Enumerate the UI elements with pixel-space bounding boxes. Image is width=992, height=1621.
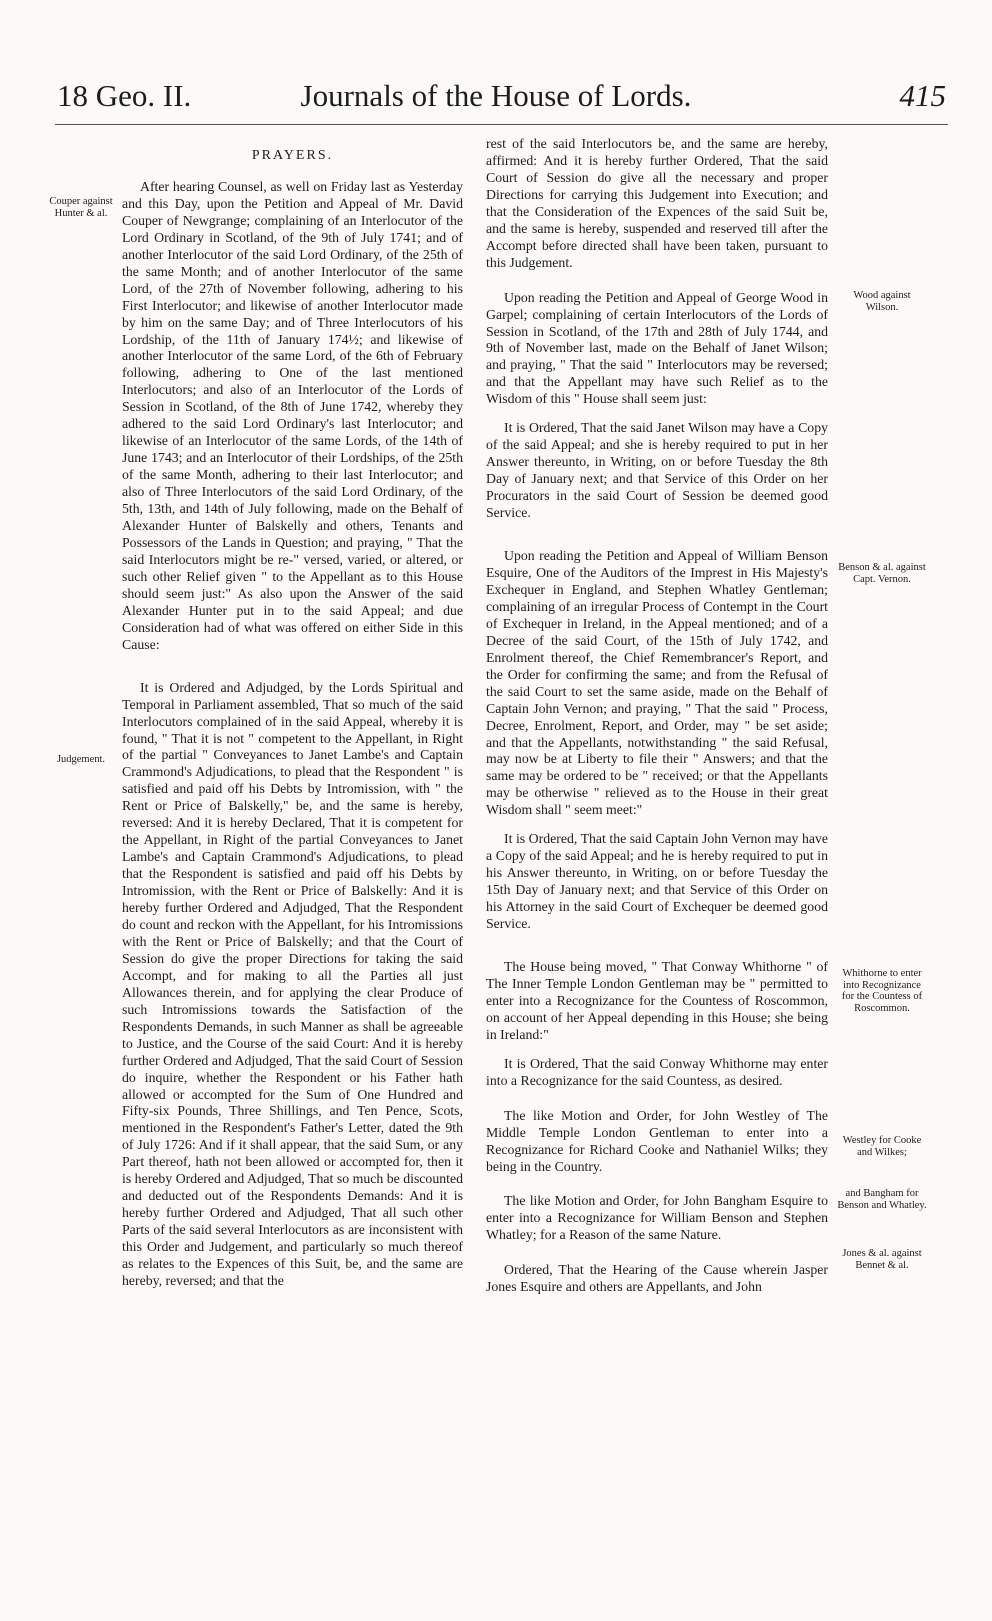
margin-note-wood: Wood against Wilson. <box>853 290 911 313</box>
couper-appeal-paragraph: After hearing Counsel, as well on Friday last as Yesterday and this Day, upon the Petition and Appeal of Mr. David Couper of Newgrange; complaining of an Interlocutor of the Lord Ordinary in Scotland, of the 9th of July 1741; and of another Interlocutor of the said Lord Ordinary, of the 25th of the same Month; and of another Interlocutor of the same Lord, of the 27th of November following, adhering to his First Interlocutor; and likewise of another Interlocutor made by him on the same Day; and of Three Interlocutors of his Lordship, of the 11th of January 174½; and likewise of another Interlocutor of the same Lord, of the 6th of February following, adhering to One of the last mentioned Interlocutors; and also of an Interlocutor of the Lords of Session in Scotland, of the 8th of June 1742, whereby they adhered to the said Lord Ordinary's last Interlocutor; and likewise of an Interlocutor of the same Lords, of the 14th of June 1743; and an Interlocutor of their Lordships, of the 25th of the same Month, adhering to their last Interlocutor; and also of Three Interlocutors of the said Lord Ordinary, of the 5th, 13th, and 14th of July following, made on the Behalf of Alexander Hunter of Balskelly and others, Tenants and Possessors of the Lands in Question; and praying, " That the said Interlocutors might be re-" versed, varied, or altered, or such other Relief given " to the Appellant as to this House should seem just:" As also upon the Answer of the said Alexander Hunter put in to the said Appeal; and due Consideration had of what was offered on either Side in this Cause: <box>122 178 463 652</box>
right-column <box>486 136 828 1296</box>
couper-judgement-paragraph: It is Ordered and Adjudged, by the Lords Spiritual and Temporal in Parliament assembled, That so much of the said Interlocutors complained of in the said Appeal, whereby it is found, " That it is not " competent to the Appellant, in Right of the partial " Conveyances to Janet Lambe's and Captain Crammond's Adjudications, to plead that the Respondent " is satisfied and paid off his Debts by Intromission, with " the Rent or Price of Balskelly," be, and the same is hereby, reversed: And it is hereby Declared, That it is competent for the Appellant, in Right of the partial Conveyances to Janet Lambe's and Captain Crammond's Adjudications, to plead that the Respondent is satisfied and paid off his Debts by Intromission, with the Rent or Price of Balskelly: And it is hereby further Ordered and Adjudged, That the Respondent do count and reckon with the Appellant, for his Intromissions with the Rent or Price of Balskelly; and that the Court of Session do give the proper Directions for taking the said Accompt, and for making to all the Parties all just Allowances therein, and for applying the clear Produce of such Intromissions towards the Satisfaction of the Respondents Demands, in such Manner as shall be agreeable to Justice, and the Course of the said Court: And it is hereby further Ordered and Adjudged, That the said Court of Session do inquire, whether the Respondent or his Father hath allowed or accompted for the Sum of One Hundred and Fifty-six Pounds, Three Shillings, and Ten Pence, Scots, mentioned in the Respondent's Father's Letter, dated the 9th of July 1726: And if it shall appear, that the said Sum, or any Part thereof, hath not been allowed or accompted for, then it is hereby Ordered and Adjudged, That so much be discounted and deducted out of the Respondents Demands: And it is hereby further Ordered and Adjudged, That all such other Parts of the said several Interlocutors as are inconsistent with this Order and Judgement, and particularly so much thereof as relates to the Expences of this Suit, be, and the same are hereby, reversed; and that the <box>122 679 463 1288</box>
margin-note-couper: Couper against Hunter & al. <box>49 196 113 219</box>
wood-order-paragraph: It is Ordered, That the said Janet Wilson may have a Copy of the said Appeal; and she is hereby required to put in her Answer thereunto, in Writing, on or before Tuesday the 8th Day of January next; and that Service of this Order on her Procurators in the said Court of Session be deemed good Service. <box>486 420 828 521</box>
header-rule <box>55 124 948 125</box>
whithorne-order-paragraph: It is Ordered, That the said Conway Whithorne may enter into a Recognizance for the said Countess, as desired. <box>486 1055 828 1088</box>
margin-note-benson: Benson & al. against Capt. Vernon. <box>838 562 926 585</box>
judgement-continuation: rest of the said Interlocutors be, and the same are hereby, affirmed: And it is hereby further Ordered, That the said Court of Session do give all the necessary and proper Directions for carrying this Judgement into Execution; and that the Consideration of the Expences of the said Suit be, and the same is hereby, suspended and reserved till after the Accompt before directed shall have been taken, pursuant to this Judgement. <box>486 136 828 270</box>
running-head-title: Journals of the House of Lords. <box>300 78 692 113</box>
margin-note-bangham: and Bangham for Benson and Whatley. <box>837 1188 927 1211</box>
jones-hearing-paragraph: Ordered, That the Hearing of the Cause wherein Jasper Jones Esquire and others are Appellants, and John <box>486 1262 828 1295</box>
margin-note-whithorne: Whithorne to enter into Recognizance for the Countess of Roscommon. <box>841 968 923 1014</box>
running-head-session: 18 Geo. II. <box>57 78 192 113</box>
wood-appeal-paragraph: Upon reading the Petition and Appeal of George Wood in Garpel; complaining of certain Interlocutors of the Lords of Session in Scotland, of the 17th and 28th of July 1744, and 9th of November last, made on the Behalf of Janet Wilson; and praying, " That the said " Interlocutors may be reversed; and that the Appellant may have such Relief as to the Wisdom of this " House shall seem just: <box>486 289 828 407</box>
margin-note-judgement: Judgement. <box>56 754 106 765</box>
margin-note-jones: Jones & al. against Bennet & al. <box>842 1248 922 1271</box>
left-column <box>122 136 463 1290</box>
bangham-motion-paragraph: The like Motion and Order, for John Bangham Esquire to enter into a Recognizance for William Benson and Stephen Whatley; for a Reason of the same Nature. <box>486 1193 828 1243</box>
section-heading: PRAYERS. <box>251 148 334 163</box>
whithorne-motion-paragraph: The House being moved, " That Conway Whithorne " of The Inner Temple London Gentleman may be " permitted to enter into a Recognizance for the Countess of Roscommon, on account of her Appeal depending in this House; she being in Ireland:" <box>486 958 828 1042</box>
benson-order-paragraph: It is Ordered, That the said Captain John Vernon may have a Copy of the said Appeal; and he is hereby required to put in his Answer thereunto, in Writing, on or before Tuesday the 15th Day of January next; and that Service of this Order on his Attorney in the said Court of Exchequer be deemed good Service. <box>486 831 828 932</box>
benson-appeal-paragraph: Upon reading the Petition and Appeal of William Benson Esquire, One of the Auditors of the Imprest in His Majesty's Exchequer in England, and Stephen Whatley Gentleman; complaining of an irregular Process of Contempt in the Court of Exchequer in Ireland, in the Appeal mentioned; and of a Decree of the said Court, of the 15th of July 1742, and Enrolment thereof, the Chief Remembrancer's Report, and the Order for confirming the same; and from the Refusal of the said Court to set the same aside, made on the Behalf of Captain John Vernon; and praying, " That the said " Process, Decree, Enrolment, Report, and Order, may " be set aside; and that the Appellants, notwithstanding " the said Refusal, may now be at Liberty to file their " Answers; and that the same may be ordered to be " received; or that the Appellants may be otherwise " relieved as to the House in their great Wisdom shall " seem meet:" <box>486 548 828 818</box>
margin-note-westley: Westley for Cooke and Wilkes; <box>842 1135 922 1158</box>
westley-motion-paragraph: The like Motion and Order, for John Westley of The Middle Temple London Gentleman to enter into a Recognizance for Richard Cooke and Nathaniel Wilks; they being in the Country. <box>486 1107 828 1174</box>
page-number: 415 <box>899 78 946 113</box>
